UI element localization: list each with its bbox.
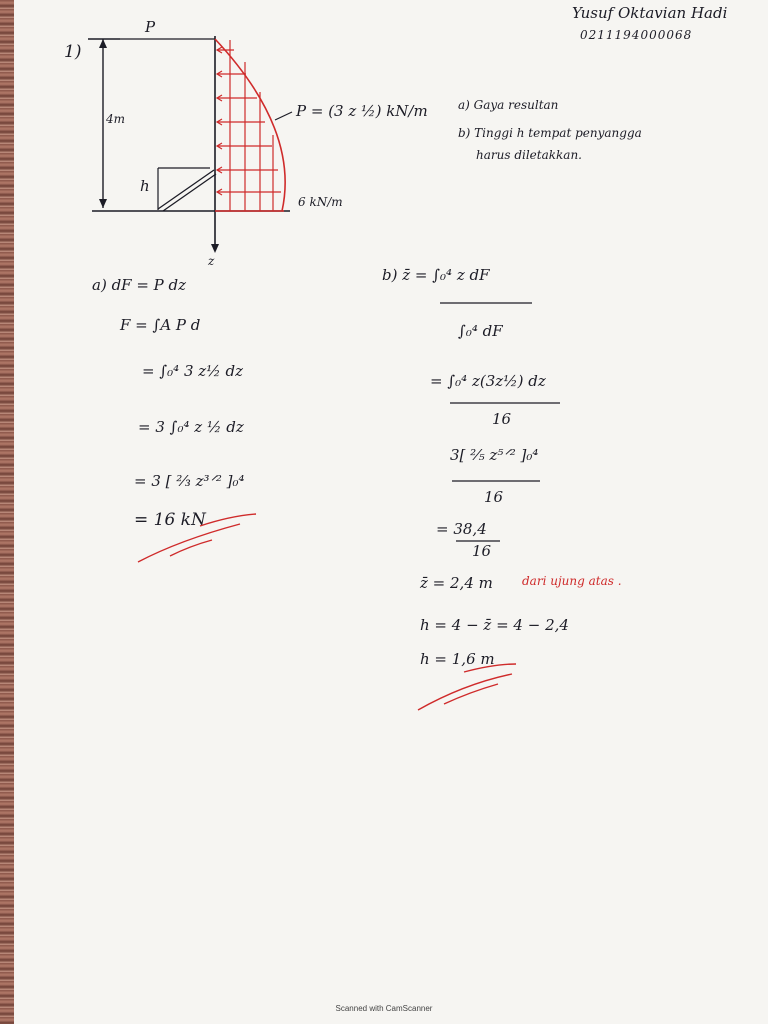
part-b-line-3: = ∫₀⁴ z(3z½) dz: [430, 372, 546, 390]
answer-b-underline: [414, 656, 534, 716]
part-b-line-1: b) z̄ = ∫₀⁴ z dF: [382, 266, 490, 284]
part-b-line-4: 16: [492, 410, 512, 428]
label-pointer: [275, 112, 292, 120]
part-a-line-1: a) dF = P dz: [92, 276, 187, 294]
part-a-line-3: = ∫₀⁴ 3 z½ dz: [142, 362, 243, 380]
student-id: 0211194000068: [580, 28, 693, 42]
part-a-line-4: = 3 ∫₀⁴ z ½ dz: [138, 418, 244, 436]
bottom-load-label: 6 kN/m: [298, 195, 343, 209]
fraction-bar-3: [452, 478, 552, 484]
z-axis-label: z: [208, 254, 215, 268]
support-strut-edge: [163, 174, 216, 211]
question-a: a) Gaya resultan: [458, 98, 559, 112]
part-b-line-2: ∫₀⁴ dF: [458, 322, 503, 340]
scanner-watermark: Scanned with CamScanner: [335, 1004, 433, 1013]
part-b-line-8: 16: [472, 542, 492, 560]
height-label: 4m: [106, 112, 126, 126]
support-strut: [158, 170, 214, 209]
part-a-line-5: = 3 [ ⅔ z³ᐟ² ]₀⁴: [134, 472, 245, 490]
load-diagram: [0, 0, 768, 300]
fraction-bar-1: [440, 300, 540, 306]
problem-number: 1): [64, 42, 82, 62]
part-b-line-9: z̄ = 2,4 m: [420, 574, 493, 592]
part-b-answer: h = 1,6 m: [420, 650, 495, 668]
pressure-curve: [215, 39, 285, 211]
part-b-note: dari ujung atas .: [522, 574, 622, 588]
z-axis-arrow: [211, 244, 219, 253]
question-b-line2: harus diletakkan.: [476, 148, 582, 162]
part-b-line-5: 3[ ⅖ z⁵ᐟ² ]₀⁴: [450, 446, 539, 464]
fraction-bar-2: [450, 400, 570, 406]
part-a-answer: = 16 kN: [134, 510, 206, 530]
dim-arrow-bottom: [99, 199, 107, 208]
pressure-label: P = (3 z ½) kN/m: [296, 102, 428, 120]
part-b-line-7: = 38,4: [436, 520, 487, 538]
part-b-line-6: 16: [484, 488, 504, 506]
load-label: P: [145, 18, 156, 36]
h-label: h: [140, 177, 150, 195]
question-b-line1: b) Tinggi h tempat penyangga: [458, 126, 642, 140]
answer-a-underline: [130, 510, 270, 570]
part-b-line-11: h = 4 − z̄ = 4 − 2,4: [420, 616, 569, 634]
author-name: Yusuf Oktavian Hadi: [572, 4, 728, 22]
part-a-line-2: F = ∫A P d: [120, 316, 201, 334]
dim-arrow-top: [99, 39, 107, 48]
pressure-arrows: [217, 40, 281, 211]
